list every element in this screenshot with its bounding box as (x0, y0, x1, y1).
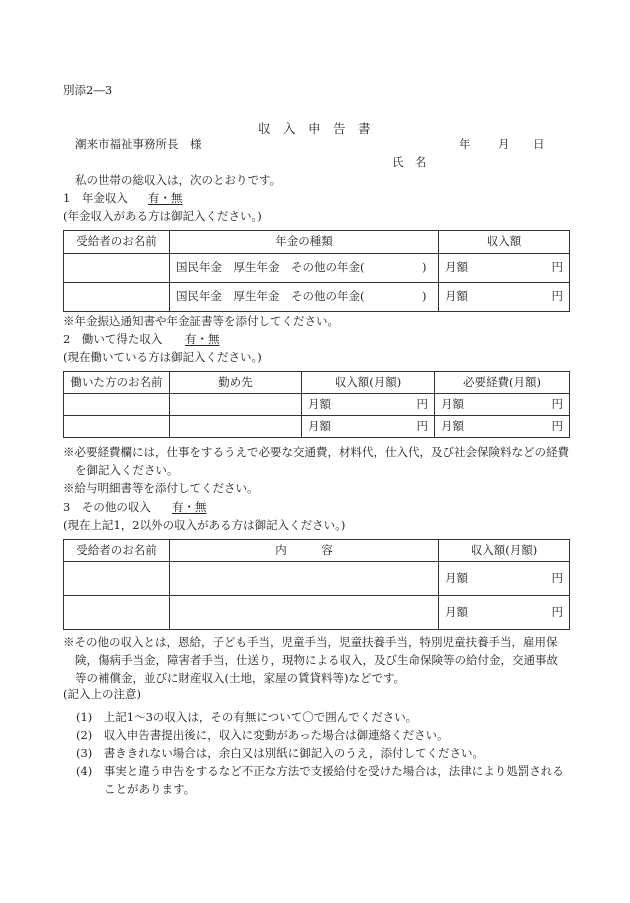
amount-unit: 円 (551, 570, 563, 585)
section3-footnote-block (63, 633, 569, 687)
column-header: 必要経費(月額) (435, 372, 570, 394)
recipient-name-cell[interactable] (64, 283, 170, 312)
amount-unit: 円 (416, 396, 428, 411)
list-item: (4) 事実と違う申告をするなど不正な方法で支援給付を受けた場合は，法律により処罰されることがあります。 (76, 764, 564, 796)
employer-cell[interactable] (170, 416, 302, 438)
payslip-footnote: ※給与明細書等を添付してください。 (63, 481, 259, 495)
list-item: (2) 収入申告書提出後に，収入に変動があった場合は御連絡ください。 (76, 728, 449, 742)
amount-prefix: 月額 (445, 570, 468, 585)
table-row (64, 562, 570, 596)
recipient-name-cell[interactable] (64, 254, 170, 283)
expense-footnote: ※必要経費欄には，仕事をするうえで必要な交通費，材料代，仕入代，及び社会保険料などの経費を御記入ください。 (63, 445, 569, 477)
section2-heading: 2 働いて得た収入 (63, 332, 163, 346)
addressee: 潮来市福祉事務所長 様 (75, 137, 202, 151)
amount-unit: 円 (551, 604, 563, 619)
table-header-row (64, 540, 570, 562)
table-row (64, 394, 570, 416)
income-amount-cell[interactable] (302, 416, 435, 438)
amount-prefix: 月額 (308, 418, 331, 433)
intro-text: 私の世帯の総収入は，次のとおりです。 (75, 173, 282, 187)
expense-amount-cell[interactable] (435, 416, 570, 438)
date-year-label: 年 (459, 137, 471, 151)
section3-instruction: (現在上記1，2以外の収入がある方は御記入ください。) (63, 518, 346, 532)
table-row (64, 416, 570, 438)
date-month-label: 月 (498, 137, 510, 151)
amount-unit: 円 (551, 418, 563, 433)
table-row (64, 596, 570, 630)
section2-presence: 有・無 (185, 332, 220, 346)
amount-prefix: 月額 (445, 604, 468, 619)
section3-heading: 3 その他の収入 (63, 500, 151, 514)
section2-footnotes (63, 443, 569, 497)
column-header: 収入額(月額) (302, 372, 435, 394)
amount-prefix: 月額 (441, 418, 464, 433)
column-header: 年金の種類 (170, 231, 439, 254)
notes-heading: (記入上の注意) (63, 687, 141, 701)
column-header: 受給者のお名前 (64, 540, 170, 562)
table-header-row (64, 372, 570, 394)
amount-prefix: 月額 (445, 260, 468, 275)
pension-table (63, 230, 570, 312)
section2-instruction: (現在働いている方は御記入ください。) (63, 350, 262, 364)
column-header: 働いた方のお名前 (64, 372, 170, 394)
content-cell[interactable] (170, 596, 439, 630)
amount-prefix: 月額 (441, 396, 464, 411)
pension-type-cell[interactable]: 国民年金 厚生年金 その他の年金( ) (170, 283, 439, 312)
amount-unit: 円 (551, 260, 563, 275)
list-item: (3) 書ききれない場合は，余白又は別紙に御記入のうえ，添付してください。 (76, 746, 484, 760)
recipient-name-cell[interactable] (64, 562, 170, 596)
section1-heading: 1 年金収入 (63, 191, 128, 205)
other-income-table (63, 539, 570, 630)
amount-cell[interactable] (439, 596, 570, 630)
form-title: 収 入 申 告 書 (258, 121, 371, 136)
list-item: (1) 上記1～3の収入は，その有無について〇で囲んでください。 (76, 710, 418, 724)
column-header: 収入額(月額) (439, 540, 570, 562)
employer-cell[interactable] (170, 394, 302, 416)
column-header: 受給者のお名前 (64, 231, 170, 254)
section3-presence: 有・無 (172, 500, 207, 514)
name-label: 氏 名 (392, 155, 427, 169)
employment-table (63, 371, 570, 438)
income-amount-cell[interactable] (302, 394, 435, 416)
amount-prefix: 月額 (308, 396, 331, 411)
content-cell[interactable] (170, 562, 439, 596)
amount-unit: 円 (551, 289, 563, 304)
notes-list (76, 708, 570, 798)
date-day-label: 日 (533, 137, 545, 151)
table-row (64, 254, 570, 283)
amount-unit: 円 (551, 396, 563, 411)
table-header-row (64, 231, 570, 254)
column-header: 収入額 (439, 231, 570, 254)
appendix-label: 別添2―3 (63, 83, 113, 97)
worker-name-cell[interactable] (64, 394, 170, 416)
amount-cell[interactable] (439, 254, 570, 283)
worker-name-cell[interactable] (64, 416, 170, 438)
pension-type-cell[interactable]: 国民年金 厚生年金 その他の年金( ) (170, 254, 439, 283)
section1-presence: 有・無 (148, 191, 183, 205)
amount-unit: 円 (416, 418, 428, 433)
other-income-footnote: ※その他の収入とは，恩給，子ども手当，児童手当，児童扶養手当，特別児童扶養手当，雇用保険，傷病手当金，障害者手当，仕送り，現物による収入，及び生命保険等の給付金，交通事故等の補償金，並びに財産収入(土地，家屋の賃貸料等)などです。 (63, 635, 558, 685)
column-header: 勤め先 (170, 372, 302, 394)
section1-instruction: (年金収入がある方は御記入ください。) (63, 209, 262, 223)
amount-prefix: 月額 (445, 289, 468, 304)
expense-amount-cell[interactable] (435, 394, 570, 416)
section1-footnote: ※年金振込通知書や年金証書等を添付してください。 (63, 314, 339, 328)
amount-cell[interactable] (439, 562, 570, 596)
table-row (64, 283, 570, 312)
amount-cell[interactable] (439, 283, 570, 312)
recipient-name-cell[interactable] (64, 596, 170, 630)
column-header: 内 容 (170, 540, 439, 562)
